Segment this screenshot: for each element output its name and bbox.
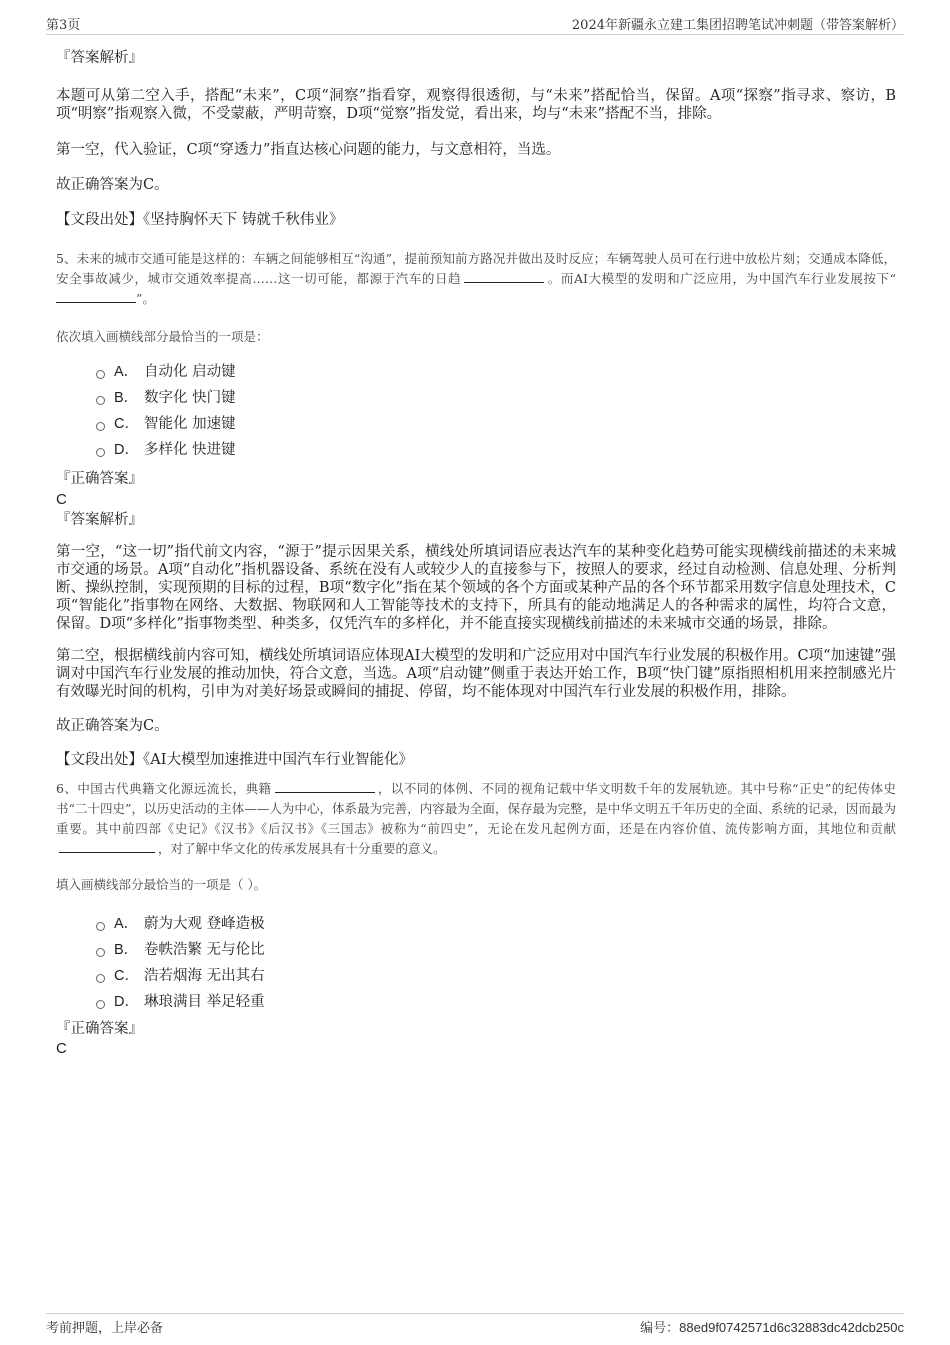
option-letter: A． <box>114 916 139 932</box>
answer-blank <box>275 780 375 793</box>
option-letter: C． <box>114 968 139 984</box>
option-text: 智能化 加速键 <box>144 416 236 432</box>
footer-code-value: 88ed9f0742571d6c32883dc42dcb250c <box>679 1320 904 1335</box>
q6-option-c[interactable] <box>96 963 896 989</box>
option-letter: B． <box>114 390 139 406</box>
option-letter: D． <box>114 442 139 458</box>
q6-option-d[interactable] <box>96 989 896 1015</box>
radio-icon[interactable] <box>96 1000 105 1009</box>
option-text: 数字化 快门键 <box>144 390 236 406</box>
option-letter: B． <box>114 942 139 958</box>
radio-icon[interactable] <box>96 370 105 379</box>
radio-icon[interactable] <box>96 948 105 957</box>
q5-analysis-paragraph: 第二空，根据横线前内容可知，横线处所填词语应体现AI大模型的发明和广泛应用对中国汽车行业发展的积极作用。C项“加速键”强调对中国汽车行业发展的推动加快，符合文意，当选。A项“启动键”侧重于表达开始工作，B项“快门键”原指照相机用来控制感光片有效曝光时间的机构，引申为对美好场景或瞬间的捕捉、停留，均不能体现对中国汽车行业发展的积极作用，排除。 <box>56 648 896 700</box>
q5-stem-part: 。而AI大模型的发明和广泛应用，为中国汽车行业发展按下“ <box>547 271 896 286</box>
q5-answer: C <box>56 491 67 508</box>
q5-instruction: 依次填入画横线部分最恰当的一项是： <box>56 329 269 344</box>
answer-blank <box>56 290 136 303</box>
radio-icon[interactable] <box>96 422 105 431</box>
document-title: 2024年新疆永立建工集团招聘笔试冲刺题（带答案解析） <box>571 18 904 33</box>
q5-stem-part: 5、未来的城市交通可能是这样的：车辆之间能够相互“沟通”，提前预知前方路况并做出及时反应；车辆驾驶人员可在行进中放松片刻；交通成本降低，安全事故减少，城市交通效率提高……这一切可能，都源于汽车的日趋 <box>56 251 896 286</box>
option-letter: C． <box>114 416 139 432</box>
q4-analysis-label: 『答案解析』 <box>56 50 143 66</box>
q5-analysis-conclusion: 故正确答案为C。 <box>56 718 169 734</box>
page-content <box>56 40 896 1059</box>
q5-option-d[interactable] <box>96 437 896 463</box>
q5-source: 【文段出处】《AI大模型加速推进中国汽车行业智能化》 <box>56 752 413 768</box>
radio-icon[interactable] <box>96 974 105 983</box>
radio-icon[interactable] <box>96 448 105 457</box>
q5-option-a[interactable] <box>96 359 896 385</box>
option-text: 自动化 启动键 <box>144 364 236 380</box>
q5-option-c[interactable] <box>96 411 896 437</box>
q6-option-a[interactable] <box>96 911 896 937</box>
option-text: 浩若烟海 无出其右 <box>144 968 265 984</box>
option-text: 卷帙浩繁 无与伦比 <box>144 942 265 958</box>
q6-stem-part: ，对了解中华文化的传承发展具有十分重要的意义。 <box>158 841 446 856</box>
q5-option-b[interactable] <box>96 385 896 411</box>
q5-stem-part: ”。 <box>136 291 155 306</box>
q5-analysis-paragraph: 第一空，“这一切”指代前文内容，“源于”提示因果关系，横线处所填词语应表达汽车的某种变化趋势可能实现横线前描述的未来城市交通的场景。A项“自动化”指机器设备、系统在没有人或较少人的直接参与下，按照人的要求，经过自动检测、信息处理、分析判断、操纵控制，实现预期的目标的过程，B项“数字化”指在某个领域的各个方面或某种产品的各个环节都采用数字信息处理技术，C项“智能化”指事物在网络、大数据、物联网和人工智能等技术的支持下，所具有的能动地满足人的各种需求的属性，均符合文意，保留。D项“多样化”指事物类型、种类多，仅凭汽车的多样化，并不能直接实现横线前描述的未来城市交通的场景，排除。 <box>56 544 896 632</box>
q5-answer-label: 『正确答案』 <box>56 471 143 487</box>
q6-stem-part: 6、中国古代典籍文化源远流长，典籍 <box>56 781 272 796</box>
footer-code <box>640 1317 904 1336</box>
option-text: 多样化 快进键 <box>144 442 236 458</box>
q5-analysis-label: 『答案解析』 <box>56 512 143 528</box>
q6-stem-part: ，以不同的体例、不同的视角记载中华文明数千年的发展轨迹。其中号称“正史”的纪传体史书“二十四史”，以历史活动的主体——人为中心，体系最为完善，内容最为全面，保存最为完整，是中华文明五千年历史的全面、系统的记录，因而最为重要。其中前四部《史记》《汉书》《后汉书》《三国志》被称为“前四史”，无论在发凡起例方面，还是在内容价值、流传影响方面，其地位和贡献 <box>56 781 896 836</box>
q6-answer: C <box>56 1040 67 1057</box>
q6-options <box>96 911 896 1015</box>
q4-analysis-paragraph: 第一空，代入验证，C项“穿透力”指直达核心问题的能力，与文意相符，当选。 <box>56 142 561 158</box>
q6-stem <box>56 779 896 859</box>
footer-code-label: 编号： <box>640 1321 680 1336</box>
radio-icon[interactable] <box>96 396 105 405</box>
q4-analysis-conclusion: 故正确答案为C。 <box>56 177 169 193</box>
page-number: 第3页 <box>46 18 81 33</box>
option-letter: D． <box>114 994 139 1010</box>
radio-icon[interactable] <box>96 922 105 931</box>
option-text: 琳琅满目 举足轻重 <box>144 994 265 1010</box>
q4-source: 【文段出处】《坚持胸怀天下 铸就千秋伟业》 <box>56 212 344 228</box>
q5-stem <box>56 249 896 309</box>
q6-option-b[interactable] <box>96 937 896 963</box>
page-header <box>46 12 904 35</box>
answer-blank <box>464 270 544 283</box>
answer-blank <box>59 840 155 853</box>
page-footer <box>46 1313 904 1336</box>
option-letter: A． <box>114 364 139 380</box>
q6-answer-label: 『正确答案』 <box>56 1021 143 1037</box>
option-text: 蔚为大观 登峰造极 <box>144 916 265 932</box>
footer-slogan: 考前押题，上岸必备 <box>46 1321 164 1336</box>
q5-options <box>96 359 896 463</box>
q6-instruction: 填入画横线部分最恰当的一项是（ ）。 <box>56 877 267 892</box>
q4-analysis-paragraph: 本题可从第二空入手，搭配“未来”，C项“洞察”指看穿，观察得很透彻，与“未来”搭配恰当，保留。A项“探察”指寻求、察访，B项“明察”指观察入微，不受蒙蔽，严明苛察，D项“觉察”指发觉，看出来，均与“未来”搭配不当，排除。 <box>56 88 896 122</box>
